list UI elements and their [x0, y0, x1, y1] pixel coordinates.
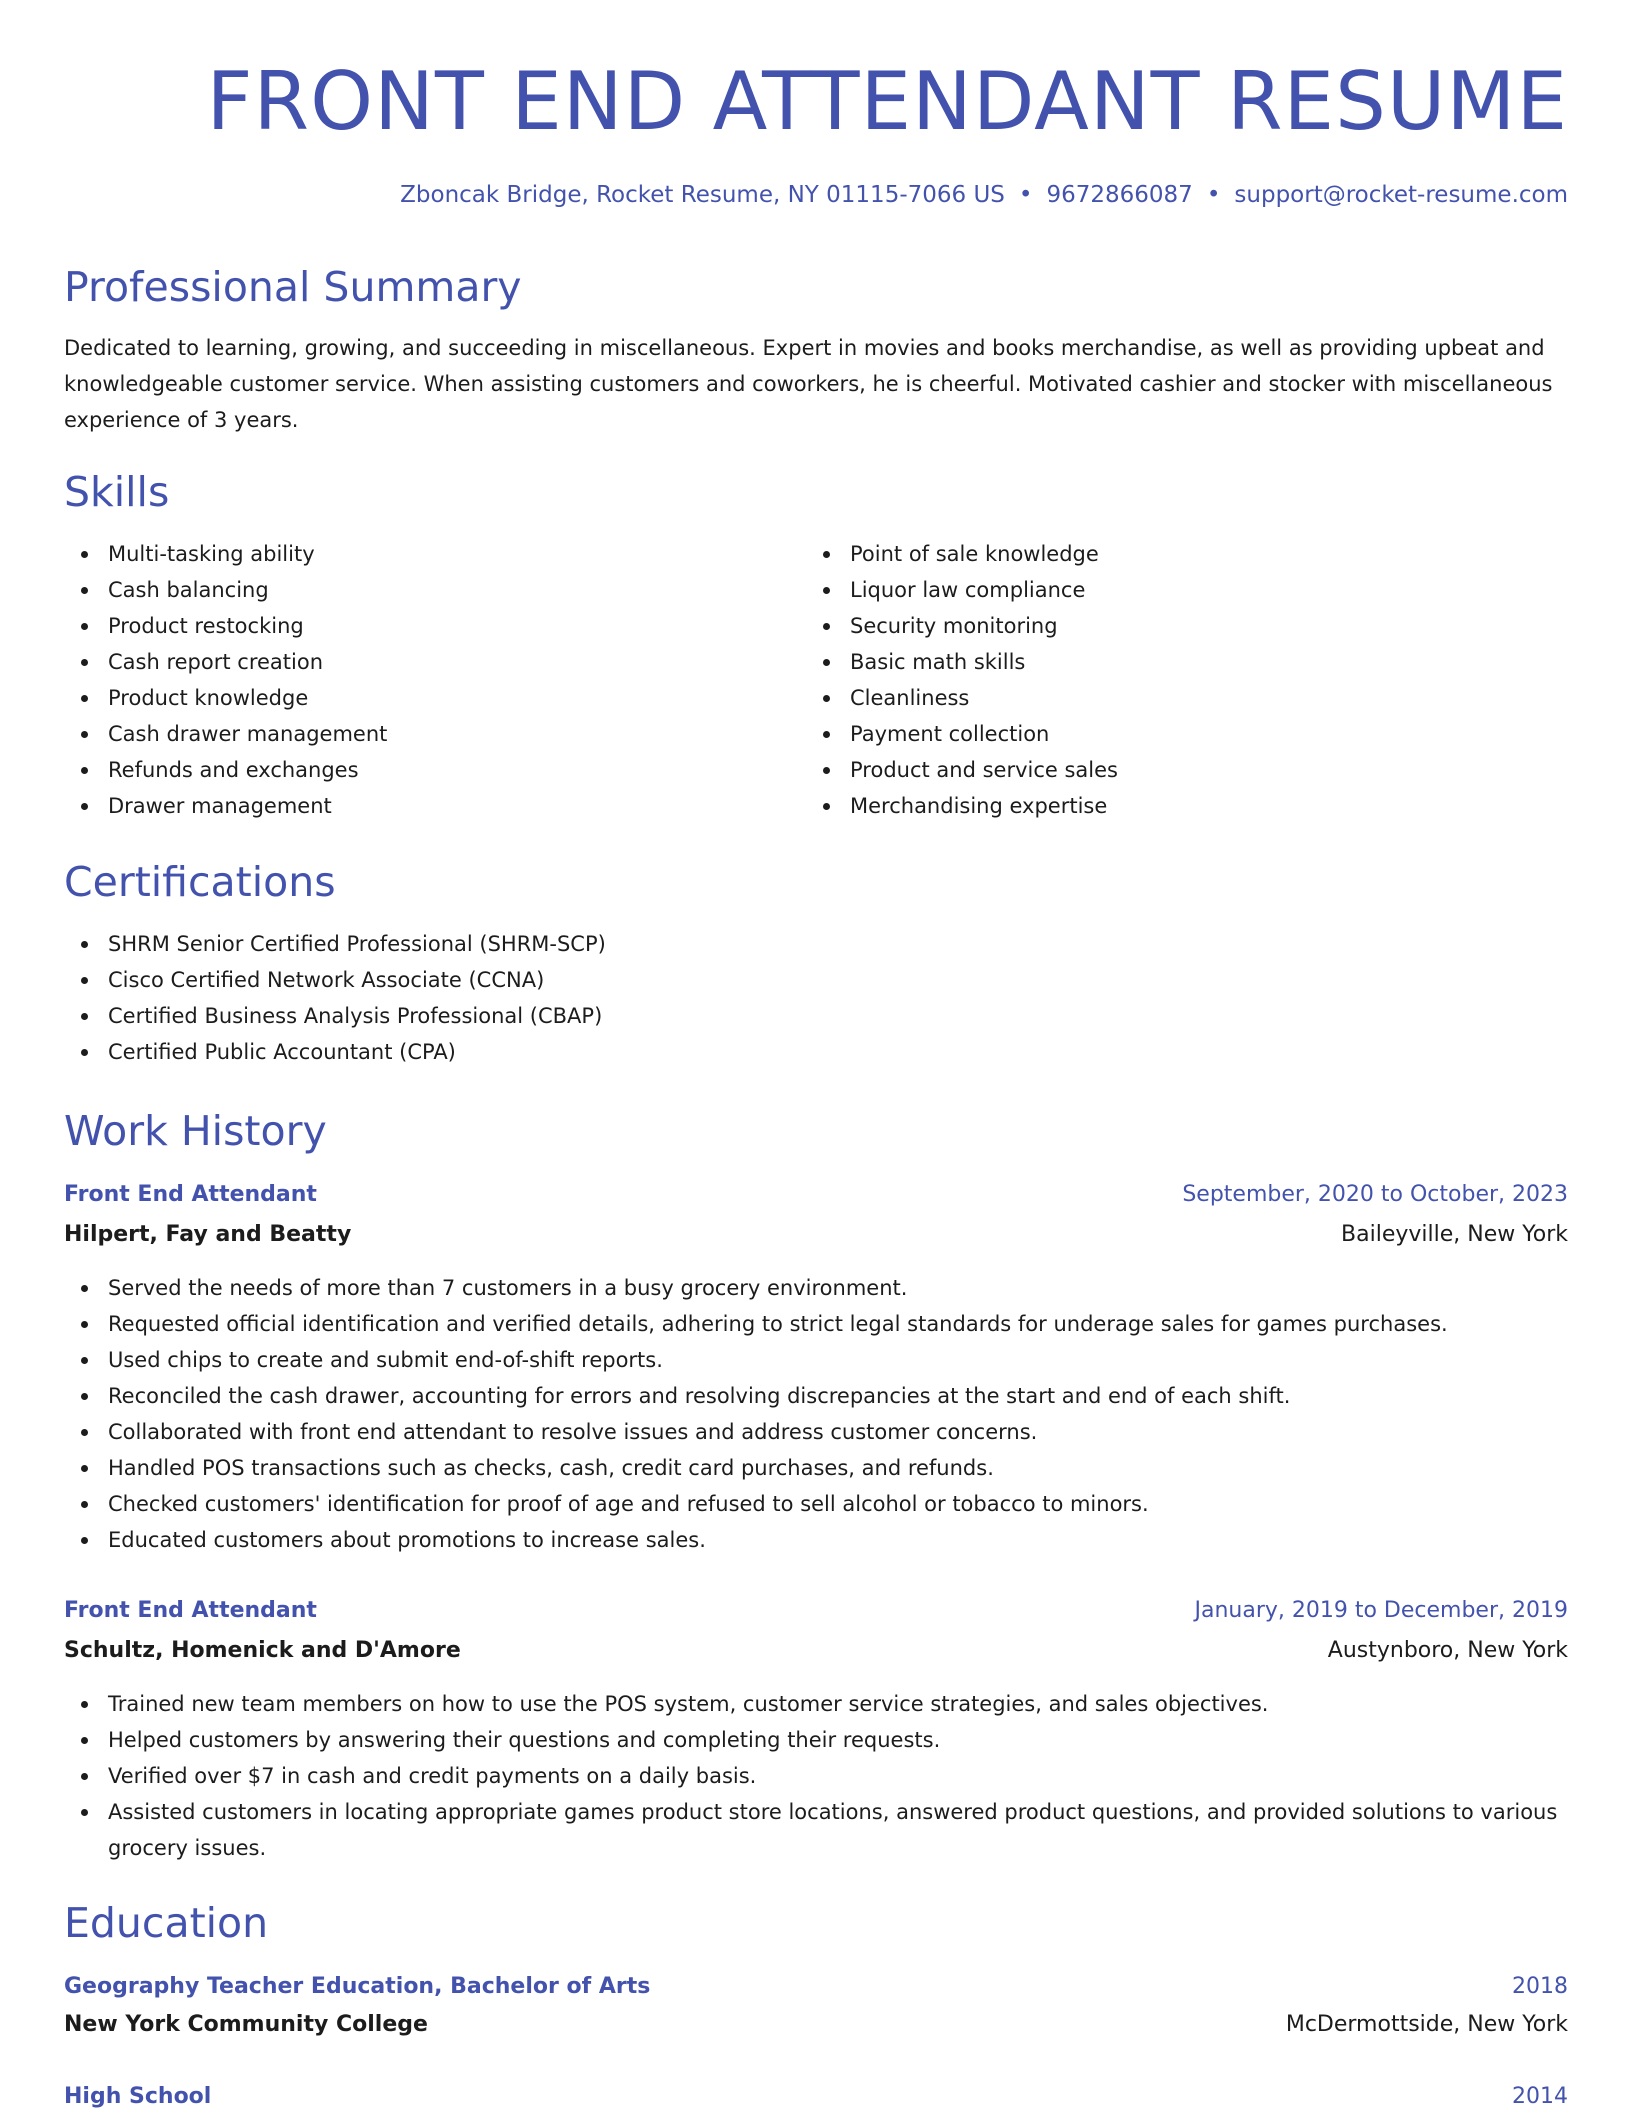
job-title: Front End Attendant: [64, 1598, 317, 1623]
skill-item: Cash drawer management: [64, 716, 764, 752]
certification-item: SHRM Senior Certified Professional (SHRM-SCP): [64, 926, 1568, 962]
certification-item: Certified Business Analysis Professional (CBAP): [64, 998, 1568, 1034]
certifications-heading: Certifications: [64, 858, 336, 906]
skill-item: Liquor law compliance: [806, 572, 1506, 608]
education-degree: Geography Teacher Education, Bachelor of Arts: [64, 1974, 651, 1999]
summary-heading: Professional Summary: [64, 263, 522, 311]
work-history-heading: Work History: [64, 1107, 327, 1155]
job-bullet: Assisted customers in locating appropriate games product store locations, answered product questions, and provided solutions to various grocery issues.: [64, 1794, 1568, 1866]
skill-item: Product knowledge: [64, 680, 764, 716]
contact-line: [400, 179, 1568, 211]
job-company: Hilpert, Fay and Beatty: [64, 1222, 352, 1247]
skill-item: Cash balancing: [64, 572, 764, 608]
skill-item: Security monitoring: [806, 608, 1506, 644]
skill-item: Product and service sales: [806, 752, 1506, 788]
skill-item: Cleanliness: [806, 680, 1506, 716]
job-bullet: Collaborated with front end attendant to resolve issues and address customer concerns.: [64, 1414, 1568, 1450]
job-bullet: Trained new team members on how to use the POS system, customer service strategies, and sales objectives.: [64, 1686, 1568, 1722]
skill-item: Point of sale knowledge: [806, 536, 1506, 572]
job-title: Front End Attendant: [64, 1182, 317, 1207]
skill-item: Refunds and exchanges: [64, 752, 764, 788]
certification-item: Certified Public Accountant (CPA): [64, 1034, 1568, 1070]
job-location: Baileyville, New York: [1341, 1222, 1568, 1247]
contact-email[interactable]: support@rocket-resume.com: [1234, 182, 1568, 208]
skill-item: Payment collection: [806, 716, 1506, 752]
job-location: Austynboro, New York: [1327, 1638, 1568, 1663]
job-bullets: [64, 1270, 1568, 1558]
job-dates: September, 2020 to October, 2023: [1182, 1182, 1568, 1207]
job-bullet: Used chips to create and submit end-of-shift reports.: [64, 1342, 1568, 1378]
contact-address: Zboncak Bridge, Rocket Resume, NY 01115-7066 US: [400, 182, 1005, 208]
education-year: 2018: [1512, 1974, 1568, 1999]
job-bullet: Checked customers' identification for proof of age and refused to sell alcohol or tobacco to minors.: [64, 1486, 1568, 1522]
skill-item: Merchandising expertise: [806, 788, 1506, 824]
summary-text: Dedicated to learning, growing, and succeeding in miscellaneous. Expert in movies and books merchandise, as well as providing upbeat and knowledgeable customer service. When assisting customers and coworkers, he is cheerful. Motivated cashier and stocker with miscellaneous experience of 3 years.: [64, 336, 1553, 432]
contact-separator: •: [1206, 182, 1221, 208]
job-bullet: Handled POS transactions such as checks, cash, credit card purchases, and refunds.: [64, 1450, 1568, 1486]
education-heading: Education: [64, 1899, 269, 1947]
job-bullet: Verified over $7 in cash and credit payments on a daily basis.: [64, 1758, 1568, 1794]
job-company: Schultz, Homenick and D'Amore: [64, 1638, 461, 1663]
skill-item: Product restocking: [64, 608, 764, 644]
education-degree: High School: [64, 2084, 212, 2109]
job-bullet: Served the needs of more than 7 customers in a busy grocery environment.: [64, 1270, 1568, 1306]
contact-phone: 9672866087: [1046, 182, 1193, 208]
job-bullet: Educated customers about promotions to increase sales.: [64, 1522, 1568, 1558]
skills-list-right: [806, 536, 1506, 824]
job-bullets: [64, 1686, 1568, 1866]
certification-item: Cisco Certified Network Associate (CCNA): [64, 962, 1568, 998]
skill-item: Cash report creation: [64, 644, 764, 680]
education-school: New York Community College: [64, 2012, 428, 2037]
job-bullet: Helped customers by answering their questions and completing their requests.: [64, 1722, 1568, 1758]
certifications-list: [64, 926, 1568, 1070]
resume-title: FRONT END ATTENDANT RESUME: [206, 55, 1568, 148]
skills-list-left: [64, 536, 764, 824]
education-location: McDermottside, New York: [1285, 2012, 1568, 2037]
job-bullet: Reconciled the cash drawer, accounting for errors and resolving discrepancies at the start and end of each shift.: [64, 1378, 1568, 1414]
skill-item: Drawer management: [64, 788, 764, 824]
contact-separator: •: [1018, 182, 1033, 208]
skills-heading: Skills: [64, 468, 170, 516]
skill-item: Basic math skills: [806, 644, 1506, 680]
job-bullet: Requested official identification and verified details, adhering to strict legal standards for underage sales for games purchases.: [64, 1306, 1568, 1342]
education-year: 2014: [1512, 2084, 1568, 2109]
job-dates: January, 2019 to December, 2019: [1194, 1598, 1568, 1623]
skill-item: Multi-tasking ability: [64, 536, 764, 572]
